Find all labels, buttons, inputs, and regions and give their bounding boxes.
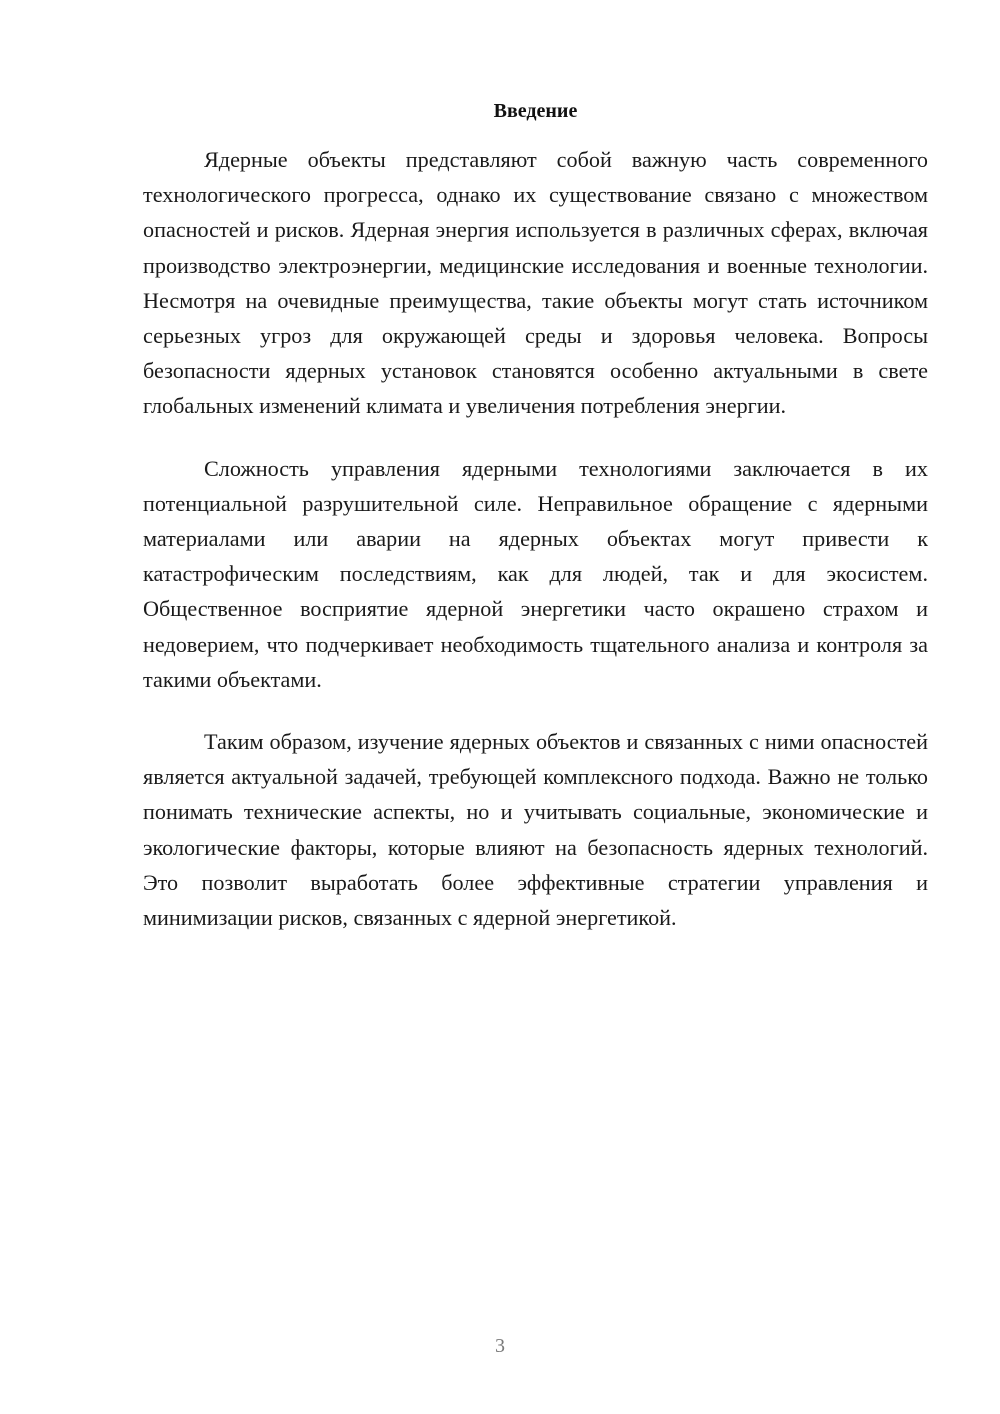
paragraph-2: Сложность управления ядерными технологиями заключается в их потенциальной разрушительной силе. Неправильное обращение с ядерными материалами или аварии на ядерных объектах могут привести к катастрофическим последствиям, как для людей, так и для экосистем. Общественное восприятие ядерной энергетики часто окрашено страхом и недоверием, что подчеркивает необходимость тщательного анализа и контроля за такими объектами.	[143, 455, 928, 692]
body-text	[143, 142, 928, 962]
section-title: Введение	[493, 100, 578, 122]
paragraph-3: Таким образом, изучение ядерных объектов и связанных с ними опасностей является актуальной задачей, требующей комплексного подхода. Важно не только понимать технические аспекты, но и учитывать социальные, экономические и экологические факторы, которые влияют на безопасность ядерных технологий. Это позволит выработать более эффективные стратегии управления и минимизации рисков, связанных с ядерной энергетикой.	[143, 729, 928, 931]
paragraph-1: Ядерные объекты представляют собой важную часть современного технологического прогресса, однако их существование связано с множеством опасностей и рисков. Ядерная энергия используется в различных сферах, включая производство электроэнергии, медицинские исследования и военные технологии. Несмотря на очевидные преимущества, такие объекты могут стать источником серьезных угроз для окружающей среды и здоровья человека. Вопросы безопасности ядерных установок становятся особенно актуальными в свете глобальных изменений климата и увеличения потребления энергии.	[143, 147, 928, 419]
page-number: 3	[495, 1335, 505, 1357]
